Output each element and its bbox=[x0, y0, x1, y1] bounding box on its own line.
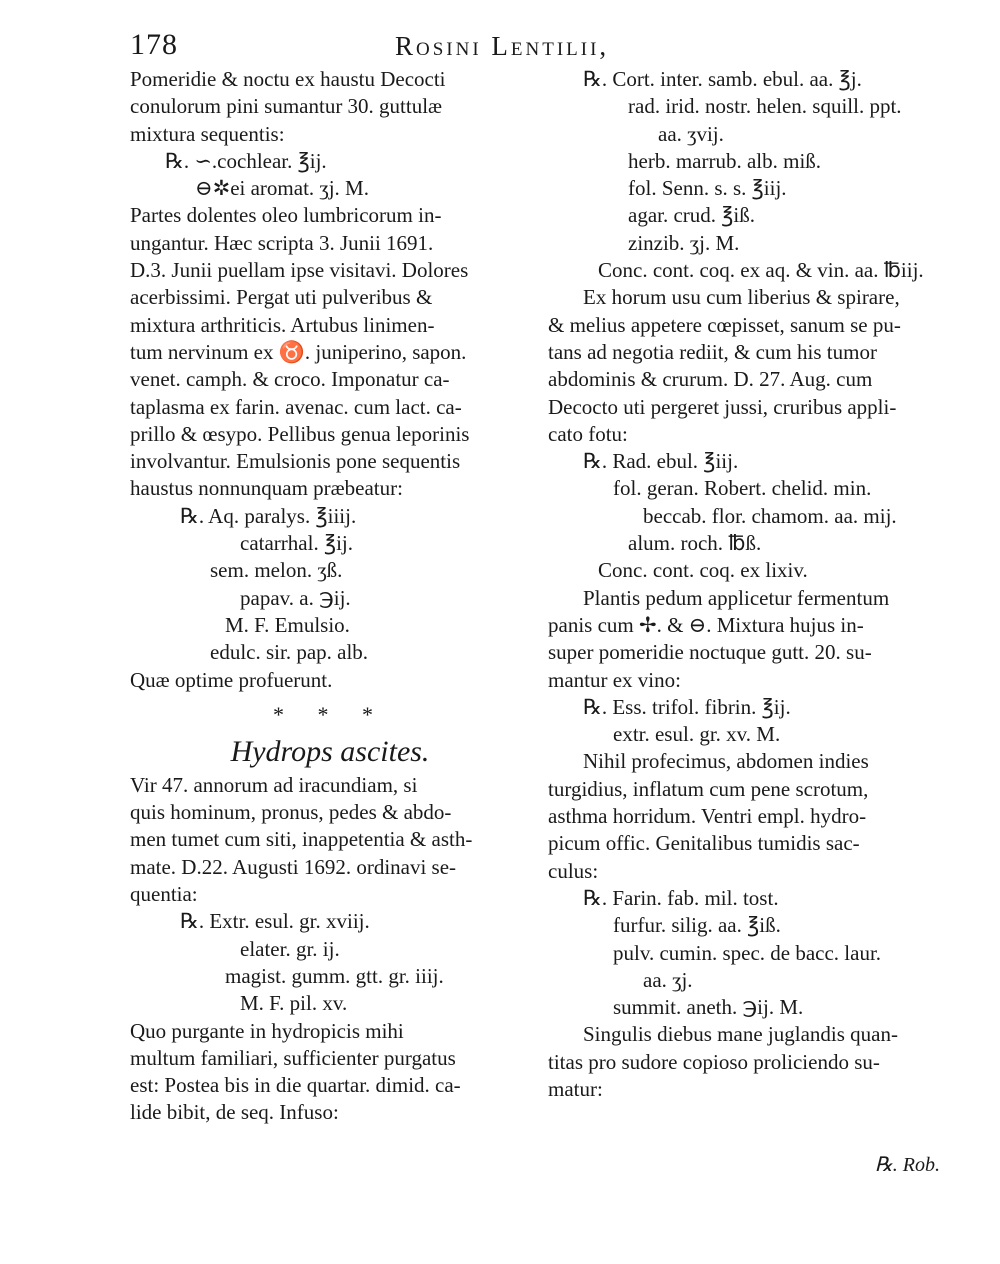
text-line: involvantur. Emulsionis pone sequentis bbox=[130, 449, 461, 474]
text-line: fol. Senn. s. s. ℥iij. bbox=[628, 176, 787, 201]
text-line: quis hominum, pronus, pedes & abdo- bbox=[130, 800, 452, 825]
text-line: ℞. Aq. paralys. ℥iiij. bbox=[180, 503, 357, 528]
text-line: ℞. Rad. ebul. ℥iij. bbox=[583, 449, 739, 474]
text-line: Plantis pedum applicetur fermentum bbox=[583, 585, 890, 610]
text-line: tans ad negotia rediit, & cum his tumor bbox=[548, 339, 877, 364]
text-line: cato fotu: bbox=[548, 421, 628, 446]
text-line: titas pro sudore copioso proliciendo su- bbox=[548, 1049, 880, 1074]
text-line: elater. gr. ij. bbox=[240, 936, 340, 961]
text-line: beccab. flor. chamom. aa. mij. bbox=[643, 503, 897, 528]
text-line: agar. crud. ℥iß. bbox=[628, 203, 756, 228]
text-line: sem. melon. ʒß. bbox=[210, 558, 343, 583]
text-line: abdominis & crurum. D. 27. Aug. cum bbox=[548, 367, 873, 392]
text-line: picum offic. Genitalibus tumidis sac- bbox=[548, 831, 860, 856]
text-line: summit. aneth. ℈ij. M. bbox=[613, 995, 804, 1020]
text-line: ℞. Farin. fab. mil. tost. bbox=[583, 885, 779, 910]
text-line: matur: bbox=[548, 1076, 603, 1101]
text-line: acerbissimi. Pergat uti pulveribus & bbox=[130, 285, 433, 310]
text-line: papav. a. ℈ij. bbox=[240, 585, 351, 610]
text-line: M. F. Emulsio. bbox=[225, 612, 350, 637]
text-line: mate. D.22. Augusti 1692. ordinavi se- bbox=[130, 854, 457, 879]
text-line: prillo & œsypo. Pellibus genua leporinis bbox=[130, 421, 470, 446]
text-line: magist. gumm. gtt. gr. iiij. bbox=[225, 963, 444, 988]
text-line: Partes dolentes oleo lumbricorum in- bbox=[130, 203, 442, 228]
text-line: fol. geran. Robert. chelid. min. bbox=[613, 476, 872, 501]
text-line: quentia: bbox=[130, 882, 198, 907]
section-heading: Hydrops ascites. bbox=[230, 734, 430, 768]
text-line: edulc. sir. pap. alb. bbox=[210, 640, 369, 665]
catchword: ℞. Rob. bbox=[874, 1154, 940, 1176]
text-line: mantur ex vino: bbox=[548, 667, 681, 692]
text-line: asthma horridum. Ventri empl. hydro- bbox=[548, 804, 867, 829]
page-number: 178 bbox=[130, 28, 178, 61]
text-line: herb. marrub. alb. miß. bbox=[628, 148, 822, 173]
text-line: multum familiari, sufficienter purgatus bbox=[130, 1045, 456, 1070]
text-line: aa. ʒvij. bbox=[658, 121, 724, 146]
text-line: men tumet cum siti, inappetentia & asth- bbox=[130, 827, 473, 852]
text-line: Decocto uti pergeret jussi, cruribus appli- bbox=[548, 394, 897, 419]
text-line: Pomeridie & noctu ex haustu Decocti bbox=[130, 67, 446, 91]
text-line: D.3. Junii puellam ipse visitavi. Dolores bbox=[130, 258, 469, 283]
text-line: pulv. cumin. spec. de bacc. laur. bbox=[613, 940, 882, 965]
text-line: mixtura sequentis: bbox=[130, 121, 285, 146]
text-line: turgidius, inflatum cum pene scrotum, bbox=[548, 776, 869, 801]
text-line: aa. ʒj. bbox=[643, 967, 693, 992]
text-line: Nihil profecimus, abdomen indies bbox=[583, 749, 869, 774]
text-line: Conc. cont. coq. ex lixiv. bbox=[598, 558, 808, 583]
text-line: Ex horum usu cum liberius & spirare, bbox=[583, 285, 900, 310]
text-line: catarrhal. ℥ij. bbox=[240, 531, 353, 556]
text-line: zinzib. ʒj. M. bbox=[628, 230, 740, 255]
text-line: Quo purgante in hydropicis mihi bbox=[130, 1018, 404, 1043]
text-line: ⊖✲ei aromat. ʒj. M. bbox=[195, 176, 369, 201]
text-line: Singulis diebus mane juglandis quan- bbox=[583, 1022, 898, 1047]
text-line: Quæ optime profuerunt. bbox=[130, 667, 333, 692]
text-line: ungantur. Hæc scripta 3. Junii 1691. bbox=[130, 230, 434, 255]
left-column bbox=[130, 66, 530, 1127]
text-line: taplasma ex farin. avenac. cum lact. ca- bbox=[130, 394, 462, 419]
text-line: rad. irid. nostr. helen. squill. ppt. bbox=[628, 94, 902, 119]
text-line: est: Postea bis in die quartar. dimid. ca- bbox=[130, 1073, 461, 1098]
text-line: alum. roch. ℔ß. bbox=[628, 531, 762, 556]
text-line: extr. esul. gr. xv. M. bbox=[613, 722, 781, 747]
text-line: culus: bbox=[548, 858, 599, 883]
text-line: M. F. pil. xv. bbox=[240, 991, 348, 1016]
text-line: ℞. Ess. trifol. fibrin. ℥ij. bbox=[583, 694, 791, 719]
text-line: lide bibit, de seq. Infuso: bbox=[130, 1100, 339, 1125]
text-line: ℞. ∽.cochlear. ℥ij. bbox=[165, 148, 327, 173]
running-head: Rosini Lentilii, bbox=[395, 31, 610, 61]
section-ornament: * * * bbox=[273, 701, 387, 727]
text-line: furfur. silig. aa. ℥iß. bbox=[613, 913, 781, 938]
text-line: Vir 47. annorum ad iracundiam, si bbox=[130, 772, 418, 797]
text-line: super pomeridie noctuque gutt. 20. su- bbox=[548, 640, 872, 665]
text-line: mixtura arthriticis. Artubus linimen- bbox=[130, 312, 435, 337]
page-header bbox=[130, 28, 930, 68]
text-line: panis cum ✢. & ⊖. Mixtura hujus in- bbox=[548, 612, 864, 637]
text-line: ℞. Extr. esul. gr. xviij. bbox=[180, 909, 370, 934]
right-column bbox=[548, 66, 943, 1103]
text-line: ℞. Cort. inter. samb. ebul. aa. ℥j. bbox=[583, 67, 862, 91]
text-line: & melius appetere cœpisset, sanum se pu- bbox=[548, 312, 901, 337]
text-line: venet. camph. & croco. Imponatur ca- bbox=[130, 367, 450, 392]
text-line: tum nervinum ex ♉. juniperino, sapon. bbox=[130, 339, 467, 364]
text-line: haustus nonnunquam præbeatur: bbox=[130, 476, 403, 501]
text-line: conulorum pini sumantur 30. guttulæ bbox=[130, 94, 443, 119]
text-line: Conc. cont. coq. ex aq. & vin. aa. ℔iij. bbox=[598, 258, 924, 283]
